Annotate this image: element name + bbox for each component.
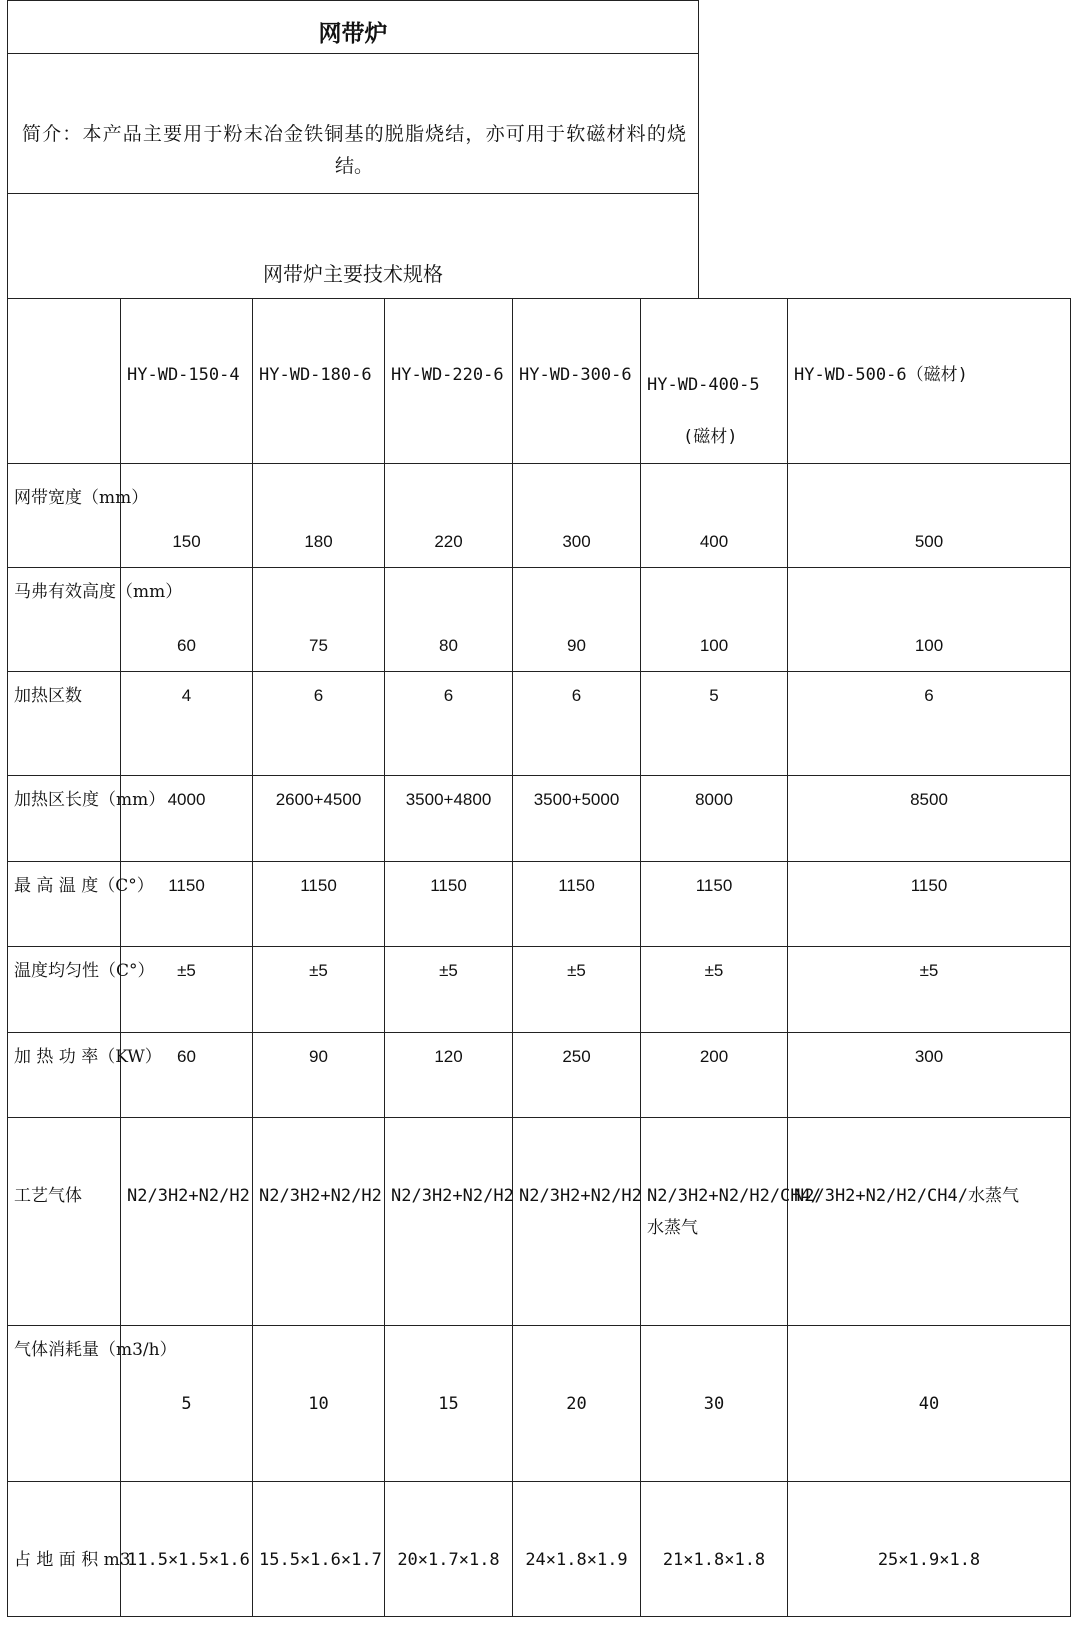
- table-cell: 30: [641, 1326, 788, 1482]
- corner-cell: [8, 299, 121, 464]
- table-cell: 24×1.8×1.9: [513, 1482, 641, 1617]
- row-label: 温度均匀性（C°）: [8, 947, 121, 1033]
- table-cell: 1150: [641, 862, 788, 947]
- row-label: 气体消耗量（m3/h）: [8, 1326, 121, 1482]
- table-cell: 20×1.7×1.8: [385, 1482, 513, 1617]
- table-cell: 250: [513, 1033, 641, 1118]
- table-cell: 3500+4800: [385, 776, 513, 862]
- table-row: [8, 1326, 1071, 1482]
- model-header: HY-WD-500-6（磁材): [788, 299, 1071, 464]
- table-row: [8, 568, 1071, 672]
- table-cell: 100: [788, 568, 1071, 672]
- table-cell: 10: [253, 1326, 385, 1482]
- document-title: 网带炉: [318, 21, 388, 47]
- table-cell: ±5: [788, 947, 1071, 1033]
- table-cell: 25×1.9×1.8: [788, 1482, 1071, 1617]
- model-name: HY-WD-400-5: [647, 375, 760, 395]
- table-cell: 5: [641, 672, 788, 776]
- table-cell: 6: [253, 672, 385, 776]
- title-section: [7, 0, 699, 54]
- table-cell: 2600+4500: [253, 776, 385, 862]
- table-cell: 300: [788, 1033, 1071, 1118]
- intro-text: 简介：本产品主要用于粉末冶金铁铜基的脱脂烧结，亦可用于软磁材料的烧结。: [22, 123, 686, 177]
- spec-title: 网带炉主要技术规格: [263, 262, 443, 286]
- table-cell: 21×1.8×1.8: [641, 1482, 788, 1617]
- table-cell: 1150: [788, 862, 1071, 947]
- table-row: [8, 1118, 1071, 1326]
- model-note: (磁材): [683, 427, 738, 447]
- table-row: [8, 464, 1071, 568]
- spec-table: [7, 298, 1071, 1617]
- model-header: HY-WD-220-6: [385, 299, 513, 464]
- table-cell: 300: [513, 464, 641, 568]
- table-cell: 500: [788, 464, 1071, 568]
- model-header: HY-WD-180-6: [253, 299, 385, 464]
- row-label: 马弗有效高度（mm）: [8, 568, 121, 672]
- table-cell: 15: [385, 1326, 513, 1482]
- row-label: 占 地 面 积 m3: [8, 1482, 121, 1617]
- table-cell: 4: [121, 672, 253, 776]
- model-header: [641, 299, 788, 464]
- table-cell: 200: [641, 1033, 788, 1118]
- row-label: 最 高 温 度（C°）: [8, 862, 121, 947]
- table-cell: 6: [513, 672, 641, 776]
- table-cell: 90: [513, 568, 641, 672]
- table-cell: 100: [641, 568, 788, 672]
- table-cell: N2/3H2+N2/H2: [513, 1118, 641, 1326]
- table-cell: 90: [253, 1033, 385, 1118]
- table-cell: 3500+5000: [513, 776, 641, 862]
- table-cell: 60: [121, 1033, 253, 1118]
- table-cell: 11.5×1.5×1.6: [121, 1482, 253, 1617]
- spec-heading-section: [7, 193, 699, 299]
- row-label: 加 热 功 率（KW）: [8, 1033, 121, 1118]
- table-row: [8, 947, 1071, 1033]
- table-cell: 1150: [513, 862, 641, 947]
- table-cell: 1150: [253, 862, 385, 947]
- table-cell: 220: [385, 464, 513, 568]
- table-cell: N2/3H2+N2/H2/CH4/水蒸气: [788, 1118, 1071, 1326]
- table-row: [8, 672, 1071, 776]
- table-cell: 40: [788, 1326, 1071, 1482]
- table-cell: 75: [253, 568, 385, 672]
- table-row: [8, 1482, 1071, 1617]
- table-cell: 8000: [641, 776, 788, 862]
- table-row: [8, 1033, 1071, 1118]
- intro-section: [7, 53, 699, 194]
- model-header: HY-WD-300-6: [513, 299, 641, 464]
- table-cell: N2/3H2+N2/H2: [121, 1118, 253, 1326]
- table-cell: 6: [385, 672, 513, 776]
- table-cell: 150: [121, 464, 253, 568]
- table-cell: 1150: [121, 862, 253, 947]
- table-cell: ±5: [513, 947, 641, 1033]
- table-cell: 120: [385, 1033, 513, 1118]
- table-cell: 20: [513, 1326, 641, 1482]
- table-row: [8, 776, 1071, 862]
- table-cell: 180: [253, 464, 385, 568]
- table-cell: N2/3H2+N2/H2: [253, 1118, 385, 1326]
- model-header: HY-WD-150-4: [121, 299, 253, 464]
- table-cell: ±5: [641, 947, 788, 1033]
- table-row: [8, 862, 1071, 947]
- table-cell: N2/3H2+N2/H2: [385, 1118, 513, 1326]
- table-cell: 5: [121, 1326, 253, 1482]
- table-cell: ±5: [253, 947, 385, 1033]
- table-cell: 15.5×1.6×1.7: [253, 1482, 385, 1617]
- row-label: 工艺气体: [8, 1118, 121, 1326]
- row-label: 网带宽度（mm）: [8, 464, 121, 568]
- row-label: 加热区长度（mm）: [8, 776, 121, 862]
- table-cell: 6: [788, 672, 1071, 776]
- table-cell: 60: [121, 568, 253, 672]
- table-cell: N2/3H2+N2/H2/CH4/水蒸气: [641, 1118, 788, 1326]
- header-row: [8, 299, 1071, 464]
- table-cell: ±5: [121, 947, 253, 1033]
- table-cell: 1150: [385, 862, 513, 947]
- table-cell: 80: [385, 568, 513, 672]
- table-cell: 8500: [788, 776, 1071, 862]
- table-cell: 4000: [121, 776, 253, 862]
- table-cell: 400: [641, 464, 788, 568]
- row-label: 加热区数: [8, 672, 121, 776]
- table-cell: ±5: [385, 947, 513, 1033]
